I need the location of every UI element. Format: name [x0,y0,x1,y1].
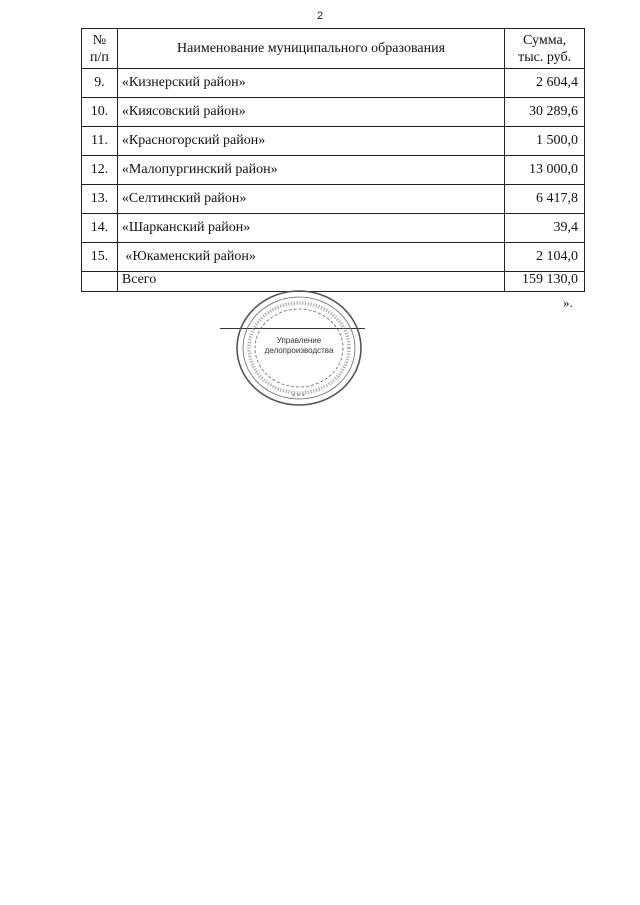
header-name: Наименование муниципального образования [117,29,504,69]
row-sum: 6 417,8 [505,185,585,214]
row-num: 13. [82,185,118,214]
header-num [82,29,118,69]
row-name: «Юкаменский район» [117,243,504,272]
table-row [82,98,585,127]
row-name: «Малопургинский район» [117,156,504,185]
table-row [82,127,585,156]
row-num: 11. [82,127,118,156]
page-number: 2 [316,10,324,22]
total-num-empty [82,272,118,292]
row-sum: 1 500,0 [505,127,585,156]
row-name: «Шарканский район» [117,214,504,243]
row-name: «Красногорский район» [117,127,504,156]
table-row [82,214,585,243]
closing-quote-mark: ». [563,295,573,310]
seal-text-line2: делопроизводства [264,346,334,355]
row-sum: 2 604,4 [505,69,585,98]
table-header-row [82,29,585,69]
row-name: «Киясовский район» [117,98,504,127]
header-sum [505,29,585,69]
funding-table [81,28,585,292]
table-row [82,69,585,98]
seal-text [264,336,334,356]
header-num-line2: п/п [90,49,109,65]
row-sum: 30 289,6 [505,98,585,127]
table-row [82,156,585,185]
svg-text:* * *: * * * [292,393,305,400]
row-sum: 2 104,0 [505,243,585,272]
row-num: 10. [82,98,118,127]
total-sum: 159 130,0 [505,272,585,292]
row-num: 15. [82,243,118,272]
row-num: 14. [82,214,118,243]
row-num: 9. [82,69,118,98]
row-name: «Кизнерский район» [117,69,504,98]
header-sum-line2: тыс. руб. [518,49,572,65]
total-label: Всего [117,272,504,292]
row-sum: 13 000,0 [505,156,585,185]
row-sum: 39,4 [505,214,585,243]
table-row [82,185,585,214]
header-num-line1: № [92,32,107,48]
row-name: «Селтинский район» [117,185,504,214]
seal-text-line1: Управление [276,336,322,345]
header-sum-line1: Сумма, [523,32,567,48]
table-row [82,243,585,272]
row-num: 12. [82,156,118,185]
